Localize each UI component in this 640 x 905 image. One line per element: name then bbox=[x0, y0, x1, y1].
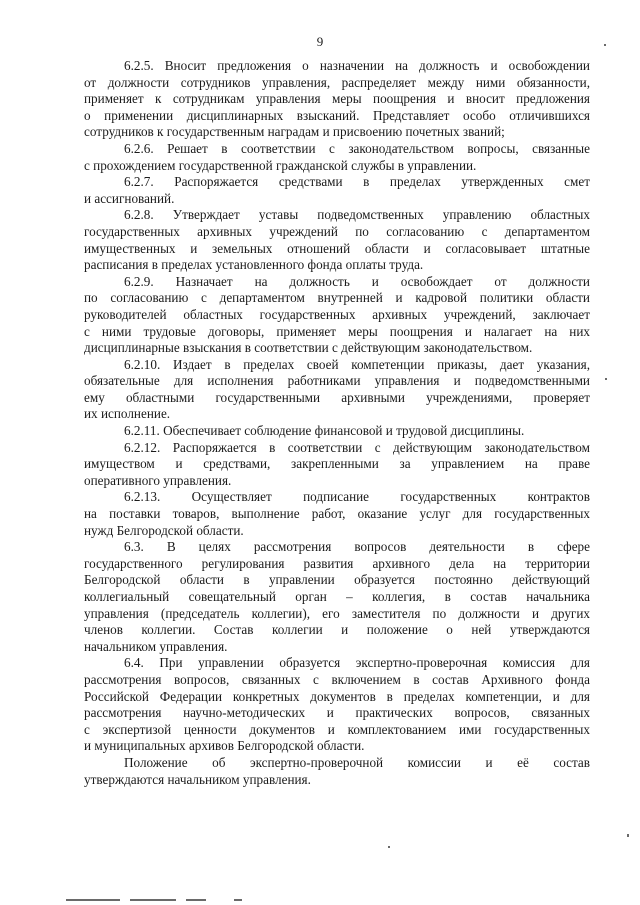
text-line: 6.2.11. Обеспечивает соблюдение финансовой и трудовой дисциплины. bbox=[124, 423, 525, 439]
scan-artifact-edge-line bbox=[130, 899, 176, 901]
text-line: Российской Федерации конкретных документов в пределах компетенции, и для bbox=[84, 688, 590, 704]
text-line: 6.2.9. Назначает на должность и освобождает от должности bbox=[124, 273, 590, 289]
scan-artifact-dot bbox=[627, 834, 629, 837]
text-line: рассмотрения научно-методических и практических вопросов, связанных bbox=[84, 705, 590, 721]
paragraph-6-2-6 bbox=[84, 141, 590, 174]
text-line: руководителей областных государственных архивных учреждений, заключает bbox=[84, 306, 590, 322]
text-line: 6.2.13. Осуществляет подписание государственных контрактов bbox=[124, 489, 590, 505]
text-line: расписания в пределах установленного фонда оплаты труда. bbox=[84, 257, 424, 273]
paragraph-6-2-13 bbox=[84, 489, 590, 539]
text-line: имущественных и земельных отношений области и согласовывает штатные bbox=[84, 240, 590, 256]
paragraph-6-4 bbox=[84, 655, 590, 755]
document-body bbox=[84, 58, 590, 788]
text-line: от должности сотрудников управления, распределяет между ними обязанности, bbox=[84, 74, 590, 90]
text-line: оперативного управления. bbox=[84, 472, 232, 488]
paragraph-6-2-12 bbox=[84, 440, 590, 490]
text-line: 6.4. При управлении образуется экспертно-проверочная комиссия для bbox=[124, 655, 590, 671]
text-line: применяет к сотрудникам управления меры поощрения и вносит предложения bbox=[84, 91, 590, 107]
text-line: государственных архивных учреждений по согласованию с департаментом bbox=[84, 223, 590, 239]
paragraph-commission bbox=[84, 755, 590, 788]
text-line: на поставки товаров, выполнение работ, оказание услуг для государственных bbox=[84, 506, 590, 522]
text-line: с ними трудовые договоры, применяет меры поощрения и налагает на них bbox=[84, 323, 590, 339]
text-line: и ассигнований. bbox=[84, 190, 175, 206]
text-line: обязательные для исполнения работниками управления и подведомственными bbox=[84, 373, 590, 389]
text-line: 6.2.12. Распоряжается в соответствии с действующим законодательством bbox=[124, 439, 590, 455]
text-line: членов коллегии. Состав коллегии и положение о ней утверждаются bbox=[84, 622, 590, 638]
text-line: 6.2.10. Издает в пределах своей компетенции приказы, дает указания, bbox=[124, 356, 590, 372]
paragraph-6-2-11 bbox=[84, 423, 590, 440]
text-line: 6.2.8. Утверждает уставы подведомственных управлению областных bbox=[124, 207, 590, 223]
text-line: 6.3. В целях рассмотрения вопросов деятельности в сфере bbox=[124, 539, 590, 555]
text-line: по согласованию с департаментом внутренней и кадровой политики области bbox=[84, 290, 590, 306]
text-line: утверждаются начальником управления. bbox=[84, 771, 311, 787]
text-line: Положение об экспертно-проверочной комиссии и её состав bbox=[124, 754, 590, 770]
text-line: сотрудников к государственным наградам и присвоению почетных званий; bbox=[84, 124, 505, 140]
text-line: их исполнение. bbox=[84, 406, 171, 422]
text-line: государственного регулирования развития архивного дела на территории bbox=[84, 555, 590, 571]
text-line: с прохождением государственной гражданской службы в управлении. bbox=[84, 157, 477, 173]
text-line: с экспертизой ценности документов и комплектованием ими государственных bbox=[84, 721, 590, 737]
paragraph-6-3 bbox=[84, 539, 590, 655]
paragraph-6-2-7 bbox=[84, 174, 590, 207]
text-line: имуществом и средствами, закрепленными за управлением на праве bbox=[84, 456, 590, 472]
text-line: 6.2.7. Распоряжается средствами в пределах утвержденных смет bbox=[124, 174, 590, 190]
paragraph-6-2-5 bbox=[84, 58, 590, 141]
text-line: рассмотрения вопросов, связанных с включением в состав Архивного фонда bbox=[84, 671, 590, 687]
paragraph-6-2-9 bbox=[84, 274, 590, 357]
page-number: 9 bbox=[316, 34, 324, 49]
scan-artifact-edge-line bbox=[234, 899, 242, 901]
text-line: начальником управления. bbox=[84, 638, 228, 654]
text-line: Белгородской области в управлении образуется постоянно действующий bbox=[84, 572, 590, 588]
text-line: нужд Белгородской области. bbox=[84, 522, 244, 538]
text-line: о применении дисциплинарных взысканий. Представляет особо отличившихся bbox=[84, 107, 590, 123]
text-line: дисциплинарные взыскания в соответствии с действующим законодательством. bbox=[84, 340, 533, 356]
scan-artifact-dot bbox=[605, 378, 607, 380]
text-line: коллегиальный совещательный орган – коллегия, в состав начальника bbox=[84, 589, 590, 604]
text-line: управления (председатель коллегии), его заместителя по должности и других bbox=[84, 605, 590, 621]
paragraph-6-2-8 bbox=[84, 207, 590, 273]
paragraph-6-2-10 bbox=[84, 357, 590, 423]
text-line: 6.2.6. Решает в соответствии с законодательством вопросы, связанные bbox=[124, 140, 590, 156]
scan-artifact-dot bbox=[388, 846, 390, 848]
text-line: 6.2.5. Вносит предложения о назначении на должность и освобождении bbox=[124, 58, 590, 73]
scan-artifact-edge-line bbox=[66, 899, 120, 901]
text-line: и муниципальных архивов Белгородской области. bbox=[84, 738, 365, 754]
text-line: ему областными государственными архивными учреждениями, проверяет bbox=[84, 389, 590, 405]
scan-artifact-edge-line bbox=[186, 899, 206, 901]
scan-artifact-dot bbox=[604, 44, 606, 46]
